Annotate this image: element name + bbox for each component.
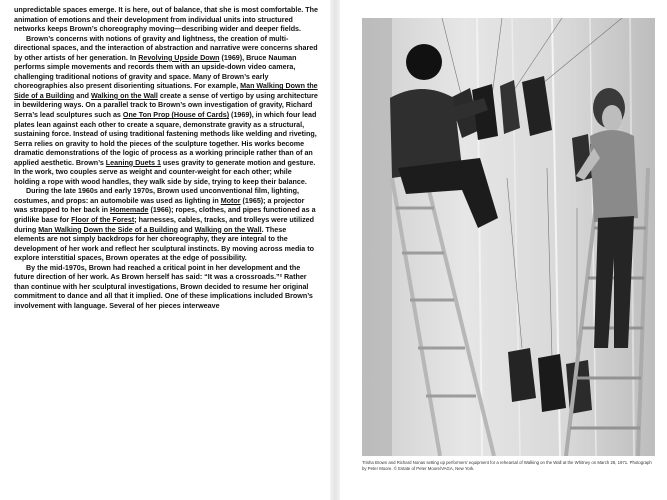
work-title-floor-of-the-forest: Floor of the Forest — [71, 216, 135, 225]
text-run: During the late 1960s and early 1970s, Brown used unconventional film, lighting, costumes, and props: an automobile was used as lighting in — [14, 187, 299, 205]
text-run: (1966); ropes, clothes, and pipes functioned as a gridlike base for — [14, 206, 316, 225]
text-run: . These elements are not simply backdrops for her choreography, they are integral to the development of her work and reflect her sculptural instincts. By moving across media to explore interstitial spaces, Brown operates at the edge of possibility. — [14, 225, 314, 263]
left-page-text — [14, 6, 318, 494]
work-title-revolving-upside-down: Revolving Upside Down — [138, 53, 220, 62]
rehearsal-photograph — [362, 18, 655, 456]
paragraph-1: unpredictable spaces emerge. It is here, out of balance, that she is most comfortable. The animation of emotions and their development from individual units into structured networks keeps Brown’s choreography moving—describing wider and deeper fields. — [14, 6, 318, 34]
photo-caption: Trisha Brown and Richard Nonas setting up performers’ equipment for a rehearsal of Walking on the Wall at the Whitney on March 28, 1971. Photograph by Peter Moore. © Estate of Peter Moore/VAGA, New York. — [362, 460, 652, 471]
text-run: (1969), Bruce Nauman performs simple movements and records them with an upside-down video camera, challenging traditional notions of gravity and space. Many of Brown’s early choreographies also present disorienting situations. For example, — [14, 53, 297, 91]
work-title-homemade: Homemade — [110, 206, 149, 215]
book-gutter — [330, 0, 340, 500]
work-title-walking-on-the-wall: Walking on the Wall — [90, 91, 158, 100]
work-title-man-walking: Man Walking Down the Side of a Building — [38, 225, 178, 234]
text-run: (1969), in which four lead plates lean against each other to create a square, demonstrate gravity as a structural, sustaining force. Instead of using traditional fastening methods like welding and riveting, Serra relies on gravity to hold the pieces of the sculpture together. His works become dramatic demonstrations of the logic of process as a working principle rather than of an applied aesthetic. Brown’s — [14, 111, 317, 167]
text-run: Brown’s concerns with notions of gravity and lightness, the creation of multi-directional spaces, and the interaction of abstraction and narrative were concerns shared by other artists of her generation. In — [14, 34, 318, 62]
paragraph-3 — [14, 187, 318, 263]
text-run: (1965); a projector was strapped to her back in — [14, 196, 305, 215]
paragraph-4: By the mid-1970s, Brown had reached a critical point in her development and the future direction of her work. As Brown herself has said: “It was a crossroads.”² Rather than continue with her sculptural investigations, Brown decided to resume her original commitment to dance and all that it implied. One of these implications included Brown’s involvement with language. Several of her pieces interweave — [14, 263, 313, 310]
work-title-leaning-duets: Leaning Duets 1 — [105, 158, 161, 167]
text-run: ; harnesses, cables, tracks, and trolleys were utilized during — [14, 216, 315, 234]
text-run: create a sense of vertigo by using architecture in bewildering ways. On a parallel track to Brown’s own investigation of gravity, Richard Serra’s lead sculptures such as — [14, 91, 318, 120]
work-title-one-ton-prop: One Ton Prop (House of Cards) — [122, 111, 230, 120]
text-run: and — [74, 91, 91, 100]
paragraph-2 — [14, 35, 318, 188]
text-run: uses gravity to generate motion and gesture. In the work, two couples serve as weight and counter-weight for each other; while holding a rope with wood handles, they walk side by side, trying to keep their balance. — [14, 158, 316, 186]
work-title-walking-on-the-wall: Walking on the Wall — [194, 225, 262, 234]
work-title-motor: Motor — [220, 196, 241, 205]
work-title-man-walking: Man Walking Down the Side of a Building — [14, 82, 318, 100]
text-run: and — [177, 225, 195, 234]
